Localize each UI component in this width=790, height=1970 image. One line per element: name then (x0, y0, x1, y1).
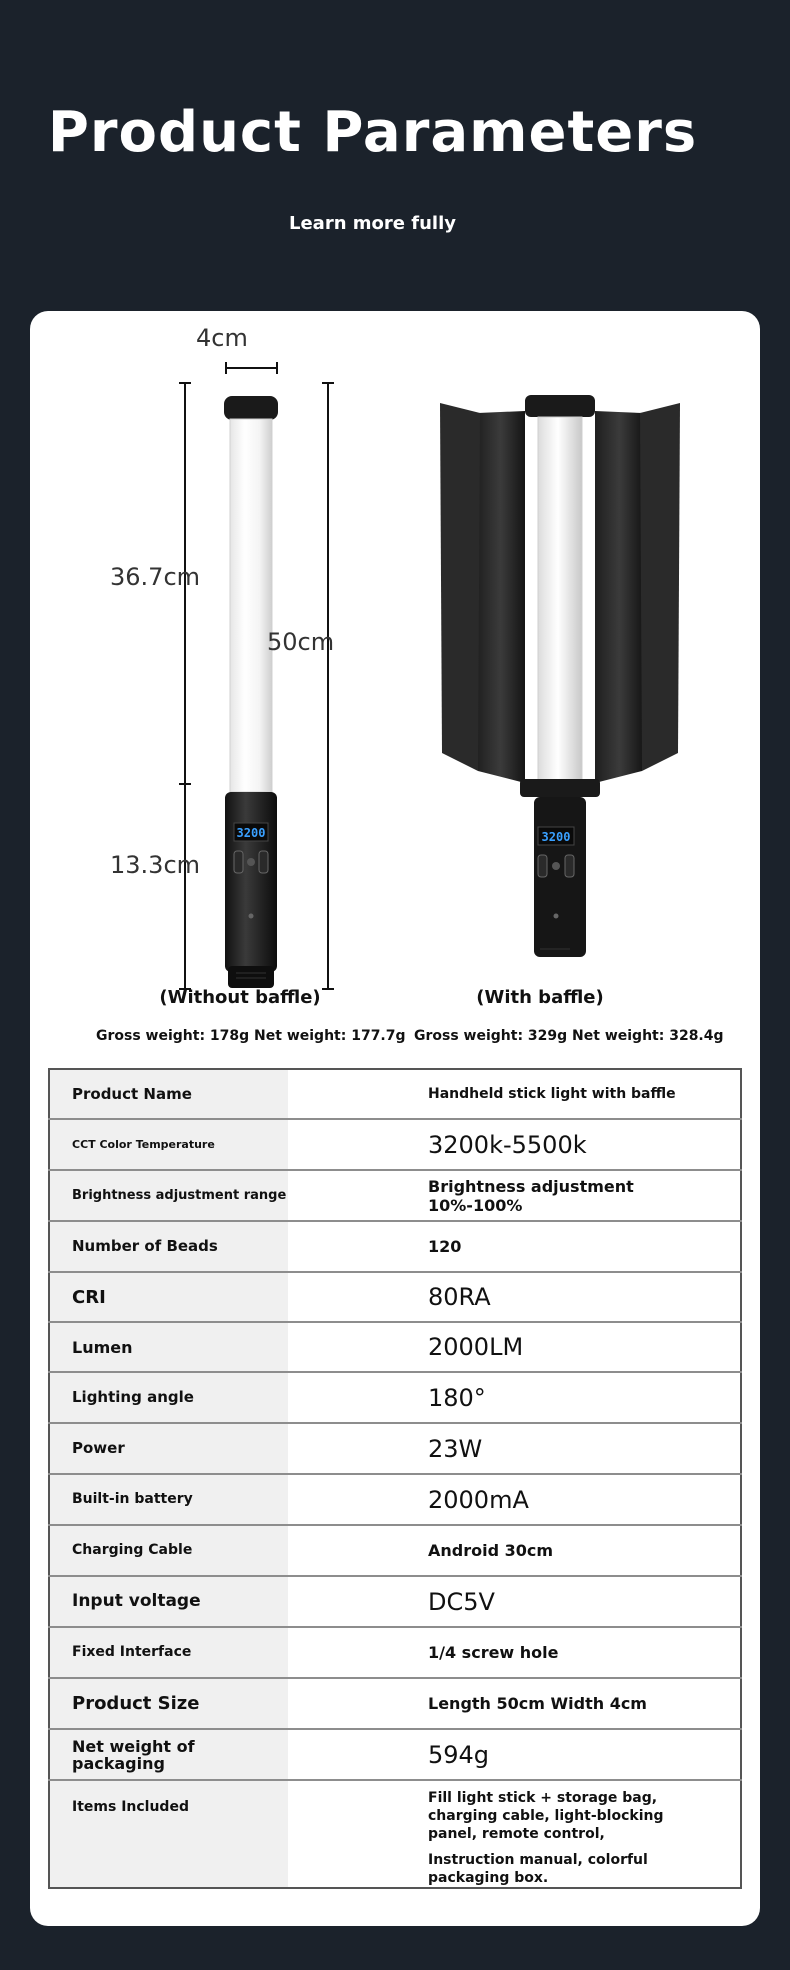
param-name: Charging Cable (49, 1525, 288, 1576)
caption-without-baffle: (Without baffle) (159, 987, 321, 1008)
param-value: 2000LM (428, 1322, 741, 1372)
param-value: 80RA (428, 1272, 741, 1322)
param-value: DC5V (428, 1576, 741, 1627)
page-subtitle: Learn more fully (289, 213, 456, 234)
table-row (49, 1170, 741, 1221)
param-name: Input voltage (49, 1576, 288, 1627)
param-name: Fixed Interface (49, 1627, 288, 1678)
weights-without-baffle: Gross weight: 178g Net weight: 177.7g (96, 1028, 406, 1044)
caption-with-baffle: (With baffle) (476, 987, 604, 1008)
param-value (428, 1780, 741, 1888)
table-row (49, 1627, 741, 1678)
handle-length-label: 13.3cm (110, 851, 201, 879)
param-name: Lumen (49, 1322, 288, 1372)
table-row (49, 1576, 741, 1627)
param-name: Items Included (49, 1780, 288, 1888)
light-stick-with-baffle-image (440, 381, 680, 981)
param-value: 23W (428, 1423, 741, 1474)
param-value: 180° (428, 1372, 741, 1423)
param-value: Handheld stick light with baffle (428, 1069, 741, 1119)
table-row (49, 1322, 741, 1372)
table-row (49, 1272, 741, 1322)
table-row (49, 1525, 741, 1576)
table-row (49, 1729, 741, 1780)
table-row (49, 1678, 741, 1729)
param-name: Product Size (49, 1678, 288, 1729)
param-name: Power (49, 1423, 288, 1474)
param-value: 2000mA (428, 1474, 741, 1525)
table-row (49, 1069, 741, 1119)
table-row (49, 1780, 741, 1888)
light-stick-image (140, 351, 360, 991)
tube-length-label: 36.7cm (110, 563, 201, 591)
param-name: Product Name (49, 1069, 288, 1119)
param-value: 3200k-5500k (428, 1119, 741, 1170)
param-name: CRI (49, 1272, 288, 1322)
items-included-line-2: Instruction manual, colorful packaging box. (428, 1852, 648, 1886)
display-readout-right: 3200 (541, 830, 571, 844)
param-value: Android 30cm (428, 1525, 741, 1576)
param-name: Brightness adjustment range (49, 1170, 288, 1221)
display-readout-left: 3200 (236, 826, 266, 840)
param-value: Brightness adjustment 10%-100% (428, 1170, 741, 1221)
table-row (49, 1221, 741, 1272)
param-value: Length 50cm Width 4cm (428, 1678, 741, 1729)
table-row (49, 1372, 741, 1423)
weights-with-baffle: Gross weight: 329g Net weight: 328.4g (414, 1028, 724, 1044)
table-row (49, 1423, 741, 1474)
table-row (49, 1474, 741, 1525)
items-included-line-1: Fill light stick + storage bag, charging cable, light-blocking panel, remote control, (428, 1790, 664, 1842)
page-title: Product Parameters (47, 100, 698, 165)
param-name: Net weight of packaging (49, 1729, 288, 1780)
param-name: CCT Color Temperature (49, 1119, 288, 1170)
total-length-label: 50cm (267, 628, 335, 656)
param-value: 594g (428, 1729, 741, 1780)
width-dimension-label: 4cm (196, 324, 248, 352)
parameters-table (48, 1068, 742, 1889)
param-name: Number of Beads (49, 1221, 288, 1272)
param-value: 120 (428, 1221, 741, 1272)
table-row (49, 1119, 741, 1170)
param-name: Lighting angle (49, 1372, 288, 1423)
param-name: Built-in battery (49, 1474, 288, 1525)
param-value: 1/4 screw hole (428, 1627, 741, 1678)
